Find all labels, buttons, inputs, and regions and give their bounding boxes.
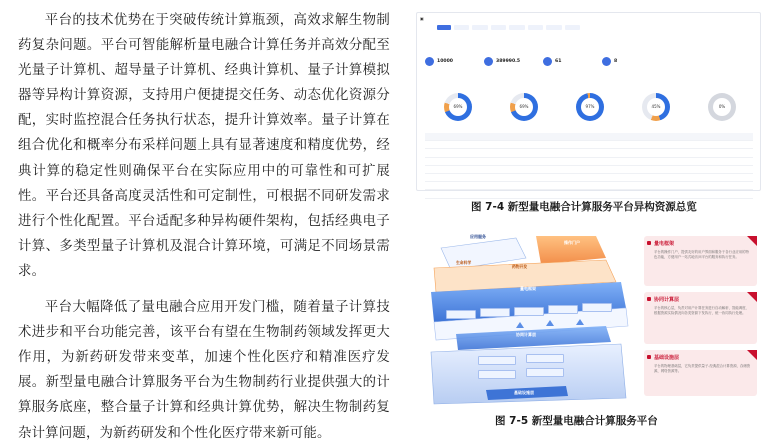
drug-dev-label: 药物开发: [512, 264, 528, 269]
info-card-infra: [644, 350, 757, 396]
card-title: 协同计算层: [654, 297, 680, 303]
usage-ring-label: 69%: [515, 98, 533, 116]
dashboard-tab: [528, 25, 544, 30]
resource-overview-figure: [416, 12, 761, 191]
diagram-box: [582, 303, 612, 312]
table-row: [425, 182, 753, 190]
table-header-row: [425, 133, 753, 141]
infra-label: 基础设施层: [514, 390, 534, 395]
stat-value: 8: [614, 58, 618, 64]
paragraph-1: 平台的技术优势在于突破传统计算瓶颈，高效求解生物制药复杂问题。平台可智能解析量电融合计算任务并高效分配至光量子计算机、超导量子计算机、经典计算机、量子计算模拟器等异构计算资源，支持用户便捷提交任务、动态优化资源分配，实时监控混合任务执行状态，提升计算效率。量子计算在组合优化和概率分布采样问题上具有显著速度和精度优势，经典计算的稳定性则确保平台在实际应用中的可靠性和可扩展性。平台还具备高度灵活性和可定制性，可根据不同研发需求进行个性化配置。平台适配多种异构硬件架构，包括经典电子计算、多类型量子计算机及混合计算环境，可满足不同场景需求。: [18, 13, 390, 279]
card-corner-icon: [747, 350, 757, 360]
card-marker-icon: [647, 297, 651, 301]
figures-column: [400, 0, 765, 438]
table-row: [425, 149, 753, 157]
figure-7-4-caption: 图 7-4 新型量电融合计算服务平台异构资源总览: [471, 201, 697, 213]
usage-ring-label: 69%: [449, 98, 467, 116]
card-corner-icon: [747, 292, 757, 302]
stat-card: [484, 51, 536, 71]
stat-value: 61: [555, 58, 562, 64]
dashboard-tab: [565, 25, 581, 30]
card-desc: 平台的核心层，负责对用户计算任务进行自动解析、智能调度，根据资源实际情况向各类资源下发执行，统一协同执行处理。: [654, 306, 749, 316]
table-row: [425, 141, 753, 149]
card-desc: 平台的操作门户，提供友好的用户界面和服务于各行业应用的特色功能，方便用户一站式地访问平台的服务和执行任务。: [654, 250, 749, 260]
stat-row: [425, 51, 654, 71]
usage-ring: [444, 93, 472, 121]
atom-icon: [543, 57, 552, 66]
usage-ring: [576, 93, 604, 121]
architecture-diagram: [416, 230, 646, 408]
resource-table: [425, 133, 753, 199]
dashboard-tabs: [437, 25, 580, 30]
diagram-box: [548, 305, 578, 314]
usage-ring-label: 97%: [581, 98, 599, 116]
app-service-label: 应用服务: [470, 234, 486, 239]
diagram-box: [526, 354, 564, 363]
dashboard-tab: [509, 25, 525, 30]
usage-rings: [425, 93, 755, 121]
stat-card: [602, 51, 654, 71]
dashboard-tab: [454, 25, 470, 30]
usage-ring: [642, 93, 670, 121]
diagram-box: [478, 356, 516, 365]
life-science-label: 生命科学: [456, 260, 472, 265]
diagram-box: [478, 370, 516, 379]
table-row: [425, 158, 753, 166]
dashboard-tab: [491, 25, 507, 30]
card-desc: 平台的物理基础层，它负责提供量子-经典混合计算资源、存储资源、网络资源等。: [654, 364, 751, 374]
diagram-box: [480, 308, 510, 317]
usage-ring-label: 45%: [647, 98, 665, 116]
platform-architecture-figure: [416, 230, 759, 408]
qe-framework-label: 量电框架: [520, 286, 536, 291]
stat-card: [425, 51, 477, 71]
diagram-box: [446, 310, 476, 319]
coop-compute-label: 协同计算层: [516, 332, 536, 337]
ops-portal-label: 操作门户: [564, 240, 580, 245]
table-row: [425, 174, 753, 182]
dashboard-logo: ▣: [420, 16, 424, 21]
diagram-box: [514, 307, 544, 316]
usage-ring: [708, 93, 736, 121]
figure-7-5-caption: 图 7-5 新型量电融合计算服务平台: [495, 415, 658, 427]
diagram-box: [526, 368, 564, 377]
card-title: 基础设施层: [654, 355, 680, 361]
info-card-framework: [644, 236, 757, 286]
card-corner-icon: [747, 236, 757, 246]
table-row: [425, 190, 753, 198]
drop-icon: [602, 57, 611, 66]
dashboard-tab: [546, 25, 562, 30]
chip-icon: [484, 57, 493, 66]
card-title: 量电框架: [654, 241, 675, 247]
card-marker-icon: [647, 241, 651, 245]
dashboard-tab: [472, 25, 488, 30]
paragraph-2: 平台大幅降低了量电融合应用开发门槛，随着量子计算技术进步和平台功能完善，该平台有望在生物制药领域发挥更大作用，为新药研发带来变革，加速个性化医疗和精准医疗发展。新型量电融合计算服务平台为生物制药行业提供强大的计算服务底座，整合量子计算和经典计算优势，解决生物制药复杂计算问题，为新药研发和个性化医疗带来新可能。: [18, 300, 390, 441]
stat-value: 389990.5: [496, 58, 521, 64]
server-icon: [425, 57, 434, 66]
usage-ring-label: 0%: [713, 98, 731, 116]
stat-card: [543, 51, 595, 71]
usage-ring: [510, 93, 538, 121]
info-card-compute: [644, 292, 757, 344]
card-marker-icon: [647, 355, 651, 359]
dashboard-tab: [437, 25, 451, 30]
table-row: [425, 166, 753, 174]
body-text: [18, 8, 390, 446]
stat-value: 10000: [437, 58, 453, 64]
